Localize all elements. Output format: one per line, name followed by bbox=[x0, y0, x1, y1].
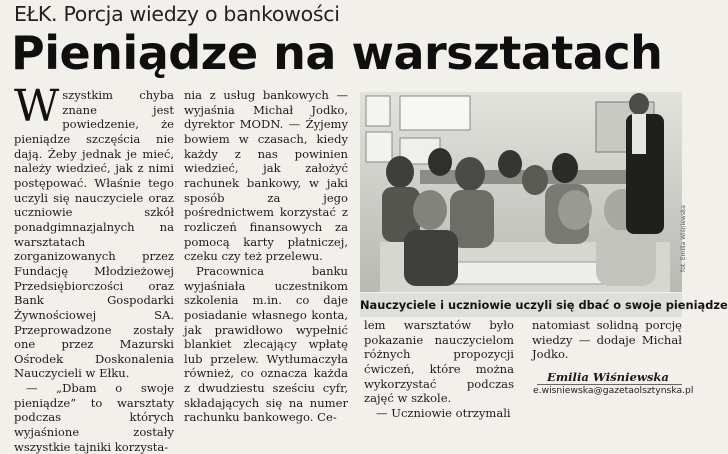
article-column-2 bbox=[184, 88, 348, 425]
drop-cap: W bbox=[14, 81, 60, 132]
article-column-3 bbox=[364, 318, 514, 421]
lead-paragraph bbox=[14, 81, 174, 381]
paragraph-students: — Uczniowie otrzymali bbox=[376, 405, 511, 420]
article-column-1 bbox=[14, 81, 174, 454]
article-column-4 bbox=[532, 318, 682, 362]
article-headline: Pieniądze na warsztatach bbox=[11, 26, 663, 80]
paragraph-bank-employee: Pracownica banku wyjaśniała uczestnikom szkolenia m.in. co daje posiadanie własnego konta, jak prawidłowo wypełnić blankiet zlecający wpłatę lub przelew. Wytłumaczyła również, co oznacza każda z dwudziestu sześciu cyfr, składających się na numer rachunku bankowego. Ce- bbox=[184, 263, 348, 425]
lead-paragraph-text: szystkim chyba znane jest powiedzenie, że pieniądze szczęścia nie dają. Żeby jednak je mieć, należy wiedzieć, jak z nimi postępować. Właśnie tego uczyli się nauczyciele oraz uczniowie szkół ponadgimnazjalnych na warsztatach zorganizowanych przez Fundację Młodzieżowej Przedsiębiorczości oraz Bank Gospodarki Żywnościowej SA. Przeprowadzone zostały one przez Mazurski Ośrodek Doskonalenia Nauczycieli w Ełku. bbox=[14, 88, 174, 381]
photo-caption: Nauczyciele i uczniowie uczyli się dbać o swoje pieniądze bbox=[360, 293, 682, 317]
paragraph-workshop-goal: lem warsztatów było pokazanie nauczycielom różnych propozycji ćwiczeń, które można wykorzystać podczas zajęć w szkole. bbox=[364, 318, 514, 406]
author-byline: Emilia Wiśniewska bbox=[547, 370, 669, 384]
classroom-photo-illustration bbox=[360, 92, 682, 292]
photo-credit: fot. Emilia Wiśniewska bbox=[680, 205, 687, 273]
article-photo bbox=[360, 92, 682, 292]
paragraph-continued: nia z usług bankowych — wyjaśnia Michał Jodko, dyrektor MODN. — Żyjemy bowiem w czasach, kiedy każdy z nas powinien wiedzieć, jak założyć rachunek bankowy, w jaki sposób za jego pośrednictwem korzystać z rozliczeń finansowych za pomocą karty płatniczej, czeku czy też przelewu. bbox=[184, 88, 348, 264]
author-email: e.wisniewska@gazetaolsztynska.pl bbox=[533, 385, 694, 396]
paragraph-closing: natomiast solidną porcję wiedzy — dodaje Michał Jodko. bbox=[532, 318, 682, 362]
article-kicker: EŁK. Porcja wiedzy o bankowości bbox=[14, 2, 340, 26]
paragraph-quote: — „Dbam o swoje pieniądze” to warsztaty podczas których wyjaśnione zostały wszystkie tajniki korzysta- bbox=[14, 381, 174, 454]
